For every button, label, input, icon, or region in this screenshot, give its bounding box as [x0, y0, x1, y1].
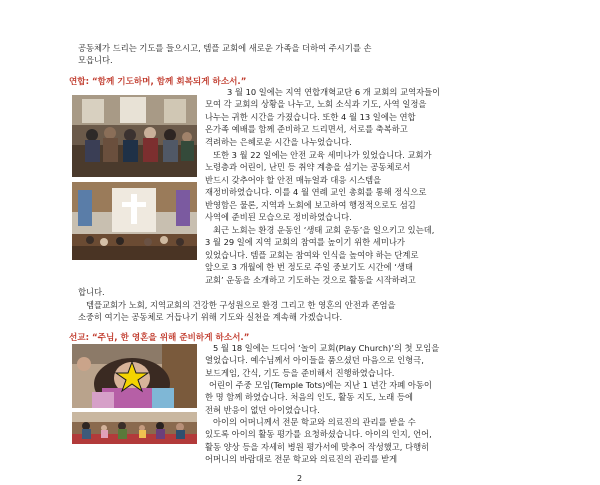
text-line: 노령층과 어린이, 난민 등 취약 계층을 섬기는 공동체로서	[205, 162, 411, 173]
text-line: 어머니의 바람대로 전문 학교와 의료진의 관리를 받게	[205, 454, 398, 465]
unity-paragraph-3-tail	[78, 286, 526, 298]
text-line: 격려하는 은혜로운 시간을 나누었습니다.	[205, 136, 352, 147]
sanctuary-cross-photo	[72, 182, 197, 260]
text-line: 소중히 여기는 공동체로 거듭나기 위해 기도와 실천을 계속해 가겠습니다.	[78, 312, 343, 323]
text-line: 있도록 아이의 활동 평가를 요청하셨습니다. 아이의 인지, 언어,	[205, 429, 432, 440]
child-with-star-photo	[72, 344, 197, 408]
text-line: 나누는 귀한 시간을 가졌습니다. 또한 4 월 13 일에는 연합	[205, 111, 416, 122]
text-line: 합니다.	[78, 287, 105, 297]
mission-paragraph-3	[205, 416, 527, 466]
unity-paragraph-1	[205, 86, 527, 148]
text-line: 재정비하였습니다. 이를 4 월 연례 교인 총회를 통해 정식으로	[205, 187, 427, 198]
text-line: 교회’ 운동을 소개하고 기도하는 것으로 활동을 시작하려고	[205, 274, 416, 285]
text-line: 3 월 10 일에는 지역 연합개혁교단 6 개 교회의 교역자들이	[227, 87, 441, 97]
text-line: 앞으로 3 개월에 한 번 정도로 주일 중보기도 시간에 ‘생태	[205, 262, 413, 273]
text-line: 있었습니다. 템플 교회는 참여와 인식을 높여야 하는 단계로	[205, 249, 419, 260]
text-line: 반드시 갖추어야 할 안전 매뉴얼과 대응 시스템을	[205, 174, 382, 185]
text-line: 템플교회가 노회, 지역교회의 건강한 구성원으로 환경 그리고 한 영혼의 안전과 존엄을	[86, 300, 396, 310]
text-line: 5 월 18 일에는 드디어 ‘놀이 교회(Play Church)’의 첫 모임을	[213, 343, 440, 353]
text-line: 한 명 함께 하였습니다. 처음의 인도, 활동 지도, 노래 등에	[205, 392, 413, 403]
page-number: 2	[297, 474, 303, 483]
text-line: 열었습니다. 예수님께서 아이들을 품으셨던 마음으로 인형극,	[205, 355, 424, 366]
text-line: 또한 3 월 22 일에는 안전 교육 세미나가 있었습니다. 교회가	[213, 150, 432, 160]
text-line: 아이의 어머니께서 전문 학교와 의료진의 관리를 받을 수	[213, 417, 416, 427]
mission-paragraph-1	[205, 342, 527, 379]
unity-paragraph-2	[205, 149, 527, 223]
text-line: 어린이 주중 모임(Temple Tots)에는 지난 1 년간 자폐 아동이	[209, 380, 432, 390]
play-church-photo	[72, 412, 197, 444]
section-heading-unity: 연합: “함께 기도하며, 함께 회복되게 하소서.”	[69, 77, 247, 87]
intro-line: 모읍니다.	[78, 55, 113, 66]
text-line: 사역에 준비된 모습으로 정비하였습니다.	[205, 212, 352, 223]
intro-line: 공동체가 드리는 기도를 들으시고, 템플 교회에 새로운 가족을 더하여 주시기를 손	[78, 43, 372, 53]
text-line: 3 월 29 일에 지역 교회의 참여를 높이기 위한 세미나가	[205, 237, 405, 248]
intro-paragraph	[78, 42, 526, 67]
section-heading-mission: 선교: “주님, 한 영혼을 위해 준비하게 하소서.”	[69, 333, 250, 343]
text-line: 온가족 예배를 함께 준비하고 드리면서, 서로를 축복하고	[205, 124, 408, 135]
unity-paragraph-4	[78, 299, 526, 324]
congregation-prayer-photo	[72, 95, 197, 177]
text-line: 최근 노회는 환경 운동인 ‘생태 교회 운동’을 일으키고 있는데,	[213, 225, 435, 235]
mission-paragraph-2	[205, 379, 527, 416]
text-line: 전혀 반응이 없던 아이였습니다.	[205, 404, 320, 415]
text-line: 반영함은 물론, 지역과 노회에 보고하여 행정적으로도 섬김	[205, 199, 416, 210]
unity-paragraph-3	[205, 224, 527, 286]
text-line: 활동 양상 등을 자세히 병원 평가서에 맞추어 작성했고, 다행히	[205, 441, 430, 452]
text-line: 모여 각 교회의 상황을 나누고, 노회 소식과 기도, 사역 일정을	[205, 99, 427, 110]
text-line: 보드게임, 간식, 기도 등을 준비해서 진행하였습니다.	[205, 367, 395, 378]
